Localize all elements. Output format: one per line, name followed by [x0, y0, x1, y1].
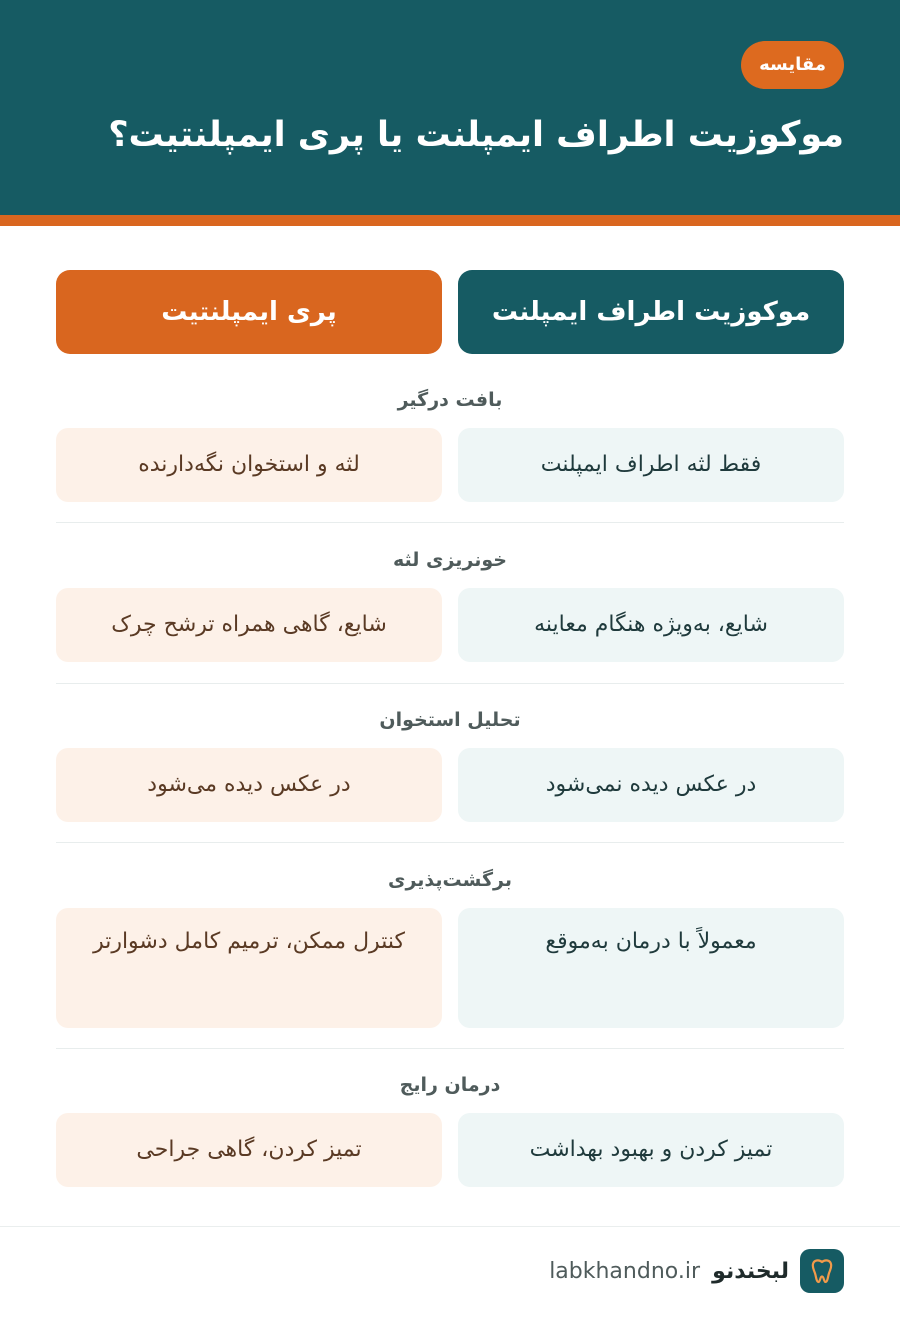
cell-mucositis: فقط لثه اطراف ایمپلنت	[458, 428, 844, 502]
row-divider	[56, 683, 844, 684]
column-header-mucositis: موکوزیت اطراف ایمپلنت	[458, 270, 844, 354]
row-divider	[56, 1048, 844, 1049]
row-category: بافت درگیر	[397, 389, 503, 411]
tooth-icon	[811, 1258, 833, 1284]
page-title: موکوزیت اطراف ایمپلنت یا پری ایمپلنتیت؟	[108, 115, 844, 155]
cell-mucositis: تمیز کردن و بهبود بهداشت	[458, 1113, 844, 1187]
cell-mucositis: در عکس دیده نمی‌شود	[458, 748, 844, 822]
category-badge: مقایسه	[741, 41, 844, 89]
cell-mucositis: معمولاً با درمان به‌موقع	[458, 908, 844, 1028]
row-category: درمان رایج	[399, 1074, 501, 1096]
footer-divider	[0, 1226, 900, 1227]
column-header-peri-implantitis: پری ایمپلنتیت	[56, 270, 442, 354]
cell-peri-implantitis: کنترل ممکن، ترمیم کامل دشوارتر	[56, 908, 442, 1028]
brand-name: لبخندنو	[712, 1259, 789, 1284]
cell-peri-implantitis: لثه و استخوان نگه‌دارنده	[56, 428, 442, 502]
brand-logo	[800, 1249, 844, 1293]
row-category: خونریزی لثه	[393, 549, 507, 571]
header-accent-rule	[0, 215, 900, 226]
row-category: برگشت‌پذیری	[388, 869, 512, 891]
website-link[interactable]: labkhandno.ir	[549, 1259, 700, 1284]
row-divider	[56, 842, 844, 843]
row-divider	[56, 522, 844, 523]
cell-peri-implantitis: شایع، گاهی همراه ترشح چرک	[56, 588, 442, 662]
row-category: تحلیل استخوان	[379, 709, 521, 731]
cell-mucositis: شایع، به‌ویژه هنگام معاینه	[458, 588, 844, 662]
cell-peri-implantitis: تمیز کردن، گاهی جراحی	[56, 1113, 442, 1187]
cell-peri-implantitis: در عکس دیده می‌شود	[56, 748, 442, 822]
